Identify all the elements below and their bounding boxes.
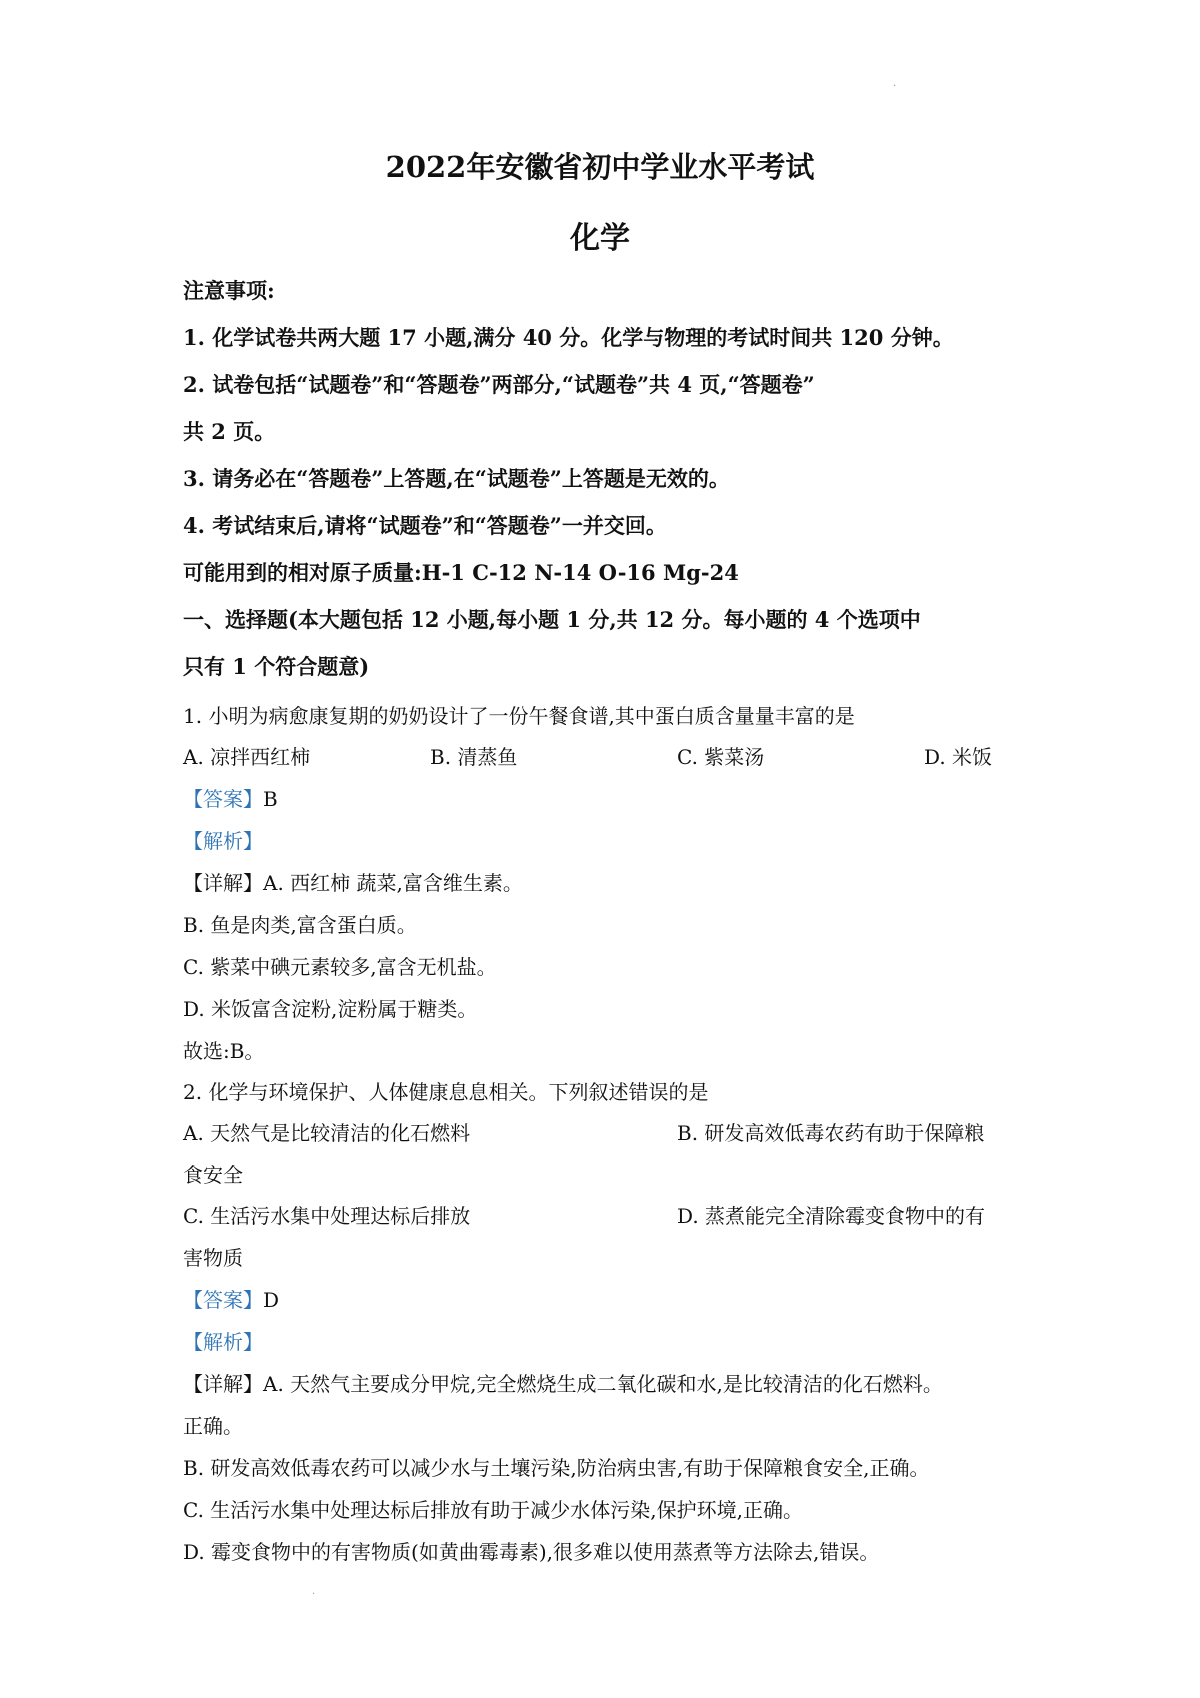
note-item: 2. 试卷包括“试题卷”和“答题卷”两部分,“试题卷”共 4 页,“答题卷” <box>183 372 815 397</box>
q1-option-b: B. 清蒸鱼 <box>430 745 518 769</box>
exam-title: 2022年安徽省初中学业水平考试 <box>385 150 815 184</box>
q2-detail-line: D. 霉变食物中的有害物质(如黄曲霉毒素),很多难以使用蒸煮等方法除去,错误。 <box>183 1540 880 1564</box>
q1-detail-line: B. 鱼是肉类,富含蛋白质。 <box>183 913 417 937</box>
q2-option-d-cont: 害物质 <box>183 1246 243 1270</box>
q2-analysis-tag: 【解析】 <box>183 1330 263 1354</box>
q1-conclusion: 故选:B。 <box>183 1039 265 1063</box>
q2-detail-line: C. 生活污水集中处理达标后排放有助于减少水体污染,保护环境,正确。 <box>183 1498 804 1522</box>
answer-tag: 【答案】 <box>183 787 263 811</box>
q2-option-b: B. 研发高效低毒农药有助于保障粮 <box>677 1121 985 1145</box>
q1-option-d: D. 米饭 <box>924 745 993 769</box>
note-item: 4. 考试结束后,请将“试题卷”和“答题卷”一并交回。 <box>183 513 667 538</box>
q2-option-c: C. 生活污水集中处理达标后排放 <box>183 1204 471 1228</box>
q2-detail-line: 【详解】A. 天然气主要成分甲烷,完全燃烧生成二氧化碳和水,是比较清洁的化石燃料。 <box>183 1372 943 1396</box>
q2-answer <box>183 1284 279 1313</box>
q1-detail-line: D. 米饭富含淀粉,淀粉属于糖类。 <box>183 997 478 1021</box>
note-item: 3. 请务必在“答题卷”上答题,在“试题卷”上答题是无效的。 <box>183 466 730 491</box>
question-1-stem: 1. 小明为病愈康复期的奶奶设计了一份午餐食谱,其中蛋白质含量量丰富的是 <box>183 704 855 728</box>
q1-detail-line: 【详解】A. 西红柿 蔬菜,富含维生素。 <box>183 871 523 895</box>
scan-dot: · <box>893 81 897 92</box>
q2-option-a: A. 天然气是比较清洁的化石燃料 <box>183 1121 471 1145</box>
q1-option-a: A. 凉拌西红柿 <box>183 745 311 769</box>
subject-title: 化学 <box>570 221 630 256</box>
note-item: 共 2 页。 <box>183 419 276 444</box>
answer-tag: 【答案】 <box>183 1288 263 1312</box>
section-heading: 一、选择题(本大题包括 12 小题,每小题 1 分,共 12 分。每小题的 4 个选项中 <box>183 607 921 632</box>
q2-detail-line: B. 研发高效低毒农药可以减少水与土壤污染,防治病虫害,有助于保障粮食安全,正确。 <box>183 1456 930 1480</box>
question-2-stem: 2. 化学与环境保护、人体健康息息相关。下列叙述错误的是 <box>183 1080 709 1104</box>
atomic-masses: 可能用到的相对原子质量:H-1 C-12 N-14 O-16 Mg-24 <box>183 560 739 585</box>
notes-heading: 注意事项: <box>183 278 275 303</box>
q2-option-b-cont: 食安全 <box>183 1163 243 1187</box>
q1-detail-line: C. 紫菜中碘元素较多,富含无机盐。 <box>183 955 497 979</box>
answer-value: B <box>263 787 278 811</box>
q2-detail-line: 正确。 <box>183 1414 243 1438</box>
section-heading-cont: 只有 1 个符合题意) <box>183 654 370 679</box>
q1-answer <box>183 783 278 812</box>
answer-value: D <box>263 1288 280 1312</box>
q1-option-c: C. 紫菜汤 <box>677 745 765 769</box>
q1-analysis-tag: 【解析】 <box>183 829 263 853</box>
q2-option-d: D. 蒸煮能完全清除霉变食物中的有 <box>677 1204 986 1228</box>
note-item: 1. 化学试卷共两大题 17 小题,满分 40 分。化学与物理的考试时间共 120 分钟。 <box>183 325 954 350</box>
scan-dot: · <box>312 1589 316 1600</box>
